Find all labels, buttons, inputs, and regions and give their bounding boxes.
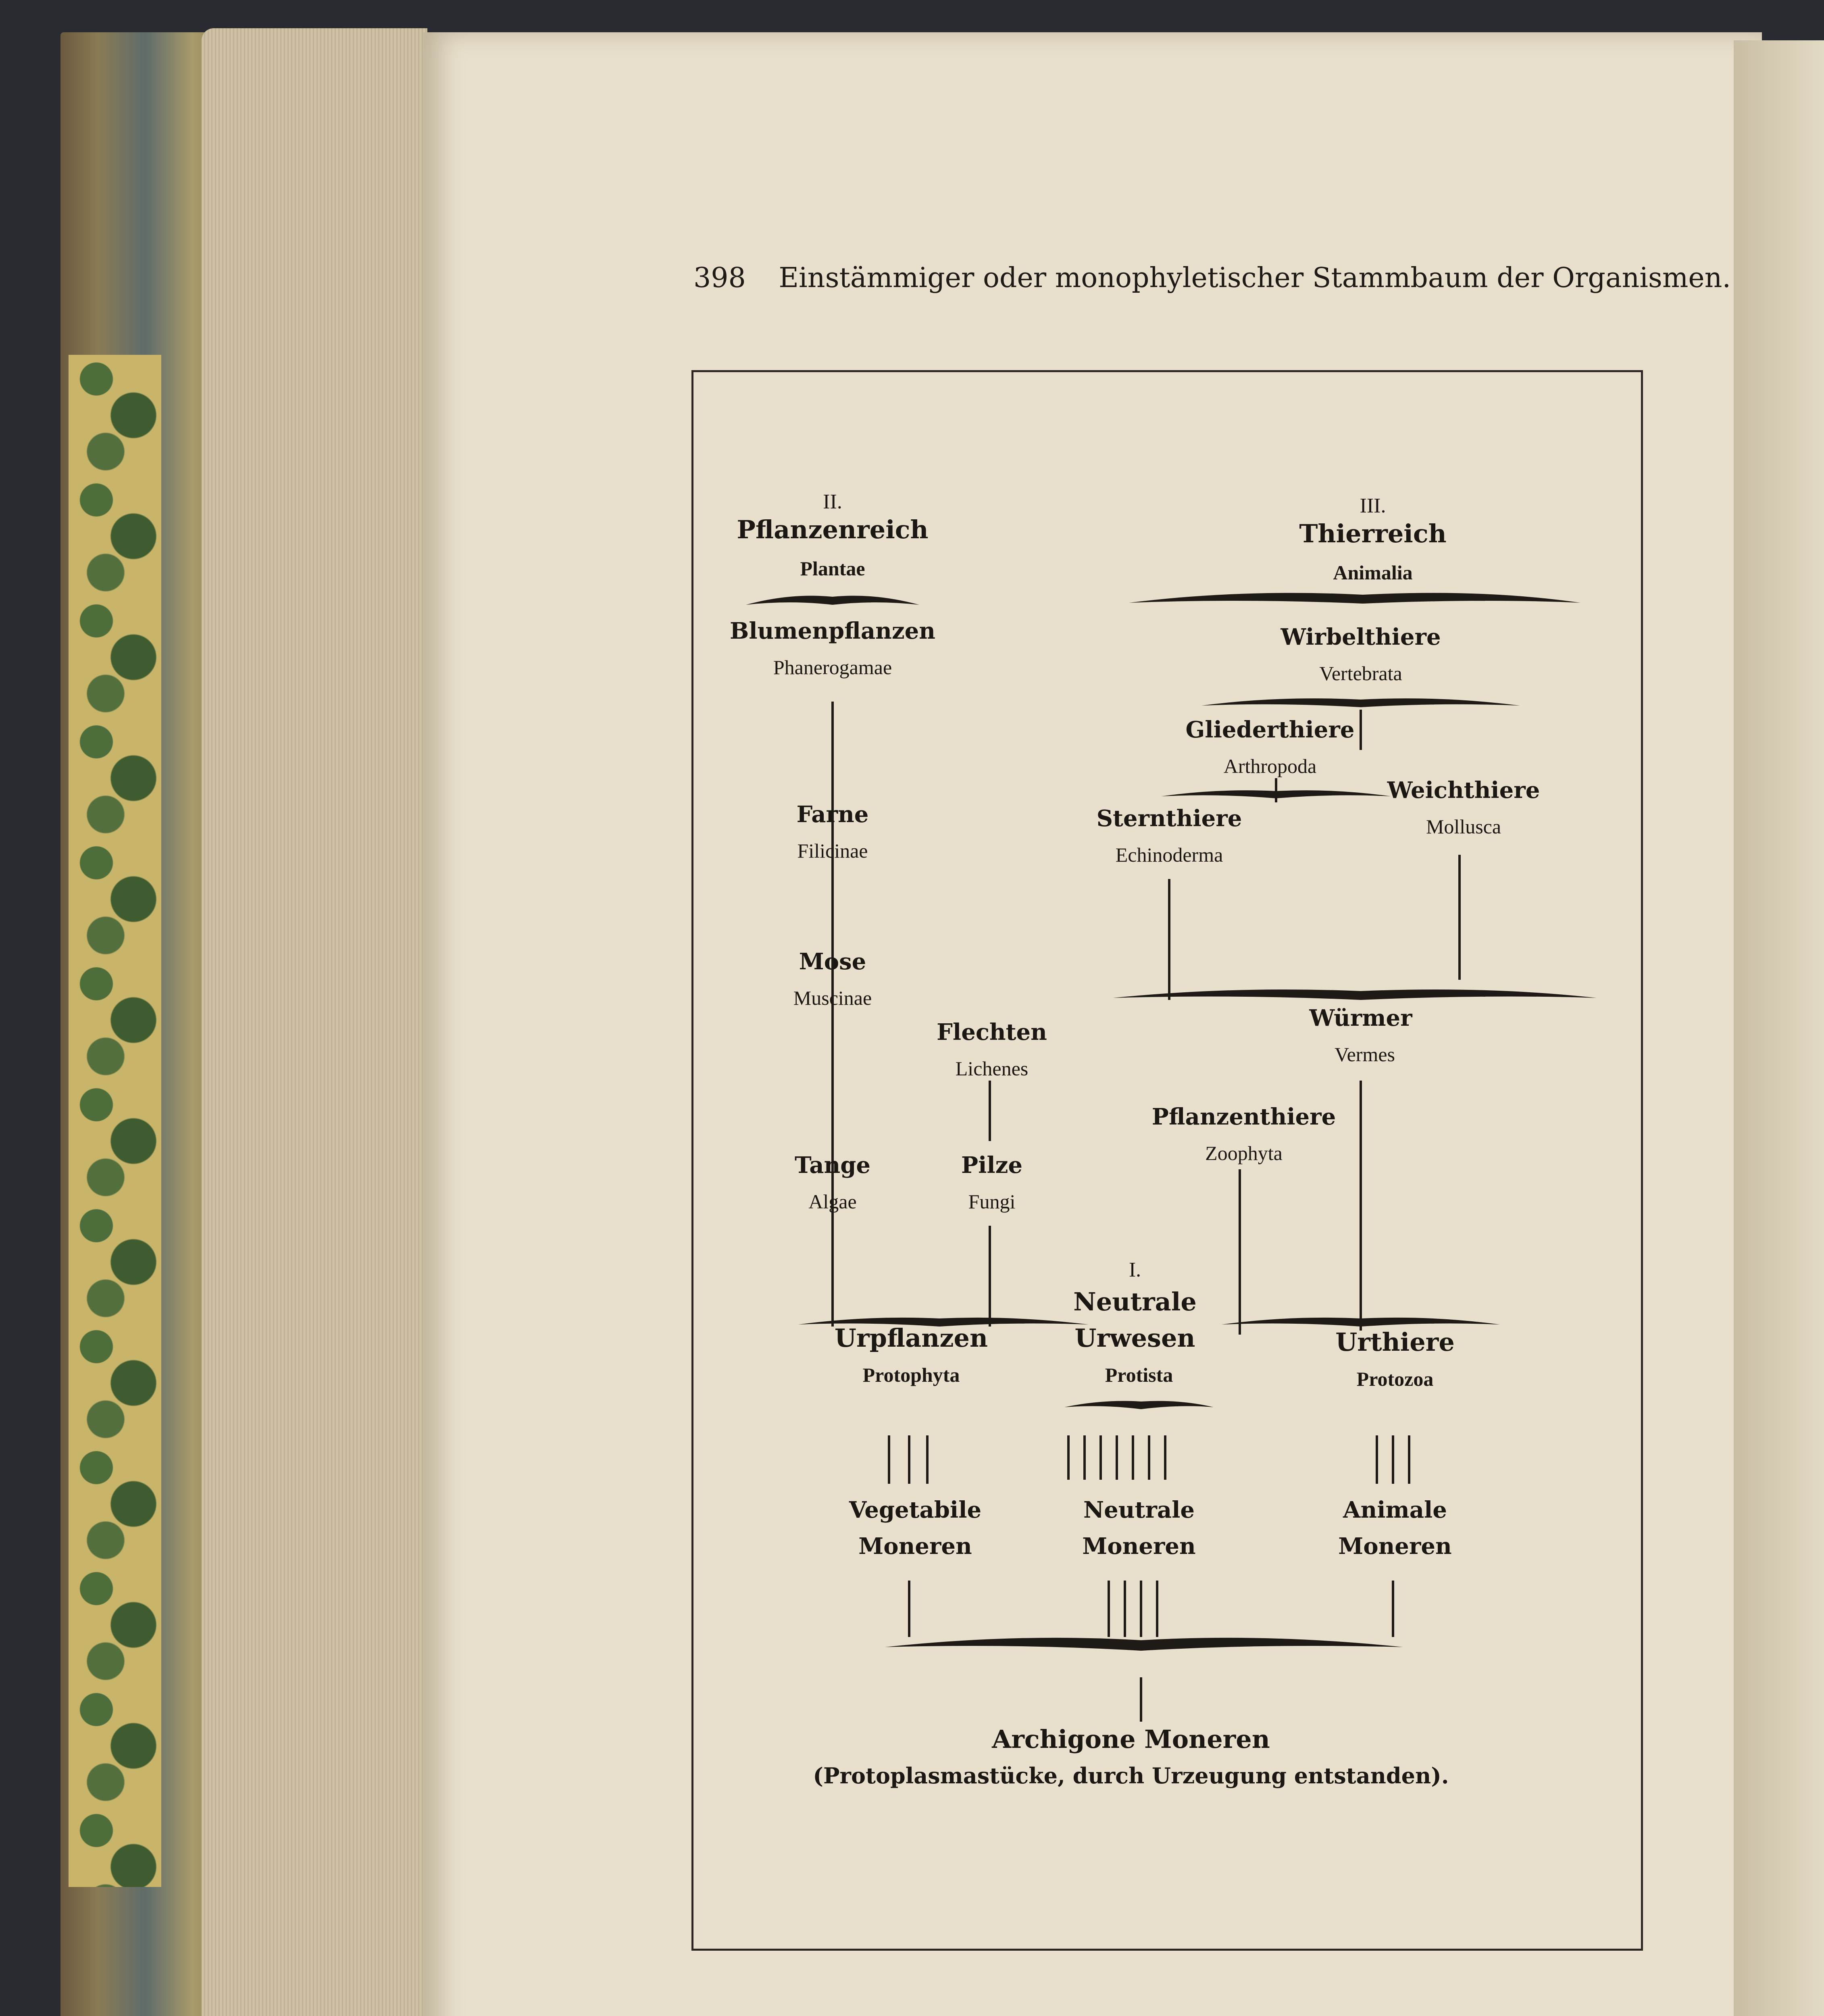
moneren-ani-line1: Animale [1343,1497,1447,1523]
vermes-la: Vermes [1335,1043,1395,1066]
neutral-line1: Neutrale [1073,1287,1197,1316]
arthropoda-la: Arthropoda [1223,755,1317,777]
animals-title: Thierreich [1299,519,1447,548]
phanerogamae-de: Blumenpflanzen [730,618,935,644]
mollusca-la: Mollusca [1426,815,1501,838]
vermes-brace [1113,989,1597,1000]
phanerogamae-la: Phanerogamae [773,656,892,679]
filicinae-de: Farne [796,801,869,828]
moneren-veg-line1: Vegetabile [849,1497,982,1523]
fungi-de: Pilze [961,1152,1023,1179]
algae-la: Algae [808,1190,857,1213]
vertebrata-la: Vertebrata [1319,662,1402,685]
fungi-la: Fungi [968,1190,1016,1213]
protophyta-la: Protophyta [862,1364,960,1386]
root-brace [885,1638,1403,1651]
vermes-de: Würmer [1309,1005,1412,1031]
echinoderma-de: Sternthiere [1096,805,1242,832]
protozoa-de: Urthiere [1335,1327,1455,1357]
plant-brace [746,596,919,605]
lichenes-la: Lichenes [955,1057,1029,1080]
muscinae-de: Mose [799,948,866,975]
moneren-neu-line1: Neutrale [1083,1497,1195,1523]
animal-brace [1129,593,1580,604]
arthropoda-brace [1161,790,1391,798]
protozoa-brace [1222,1318,1500,1327]
root-subtitle: (Protoplasmastücke, durch Urzeugung entstanden). [813,1763,1449,1789]
plants-title: Pflanzenreich [737,515,929,544]
zoophyta-de: Pflanzenthiere [1151,1104,1336,1130]
neutral-line2: Urwesen [1074,1323,1195,1353]
plants-latin: Plantae [800,557,865,580]
arthropoda-de: Gliederthiere [1185,716,1355,743]
protista-brace [1064,1401,1214,1409]
zoophyta-la: Zoophyta [1205,1142,1283,1164]
moneren-ani-line2: Moneren [1338,1533,1452,1560]
algae-de: Tange [794,1152,871,1179]
protophyta-de: Urpflanzen [834,1323,988,1353]
neutral-latin: Protista [1105,1364,1173,1386]
protozoa-la: Protozoa [1356,1368,1434,1390]
neutral-numeral: I. [1129,1258,1141,1281]
page-number: 398 [693,262,746,294]
animals-latin: Animalia [1333,561,1413,584]
animals-numeral: III. [1360,494,1386,517]
filicinae-la: Filicinae [797,839,868,862]
vertebrata-de: Wirbelthiere [1281,624,1441,650]
moneren-veg-line2: Moneren [858,1533,972,1560]
echinoderma-la: Echinoderma [1115,843,1223,866]
muscinae-la: Muscinae [793,987,872,1009]
lichenes-de: Flechten [937,1019,1047,1045]
vertebrata-brace [1201,698,1520,707]
running-head-title: Einstämmiger oder monophyletischer Stammbaum der Organismen. [779,262,1731,294]
mollusca-de: Weichthiere [1387,777,1540,804]
moneren-neu-line2: Moneren [1082,1533,1196,1560]
root-title: Archigone Moneren [992,1724,1270,1754]
plants-numeral: II. [823,490,842,513]
